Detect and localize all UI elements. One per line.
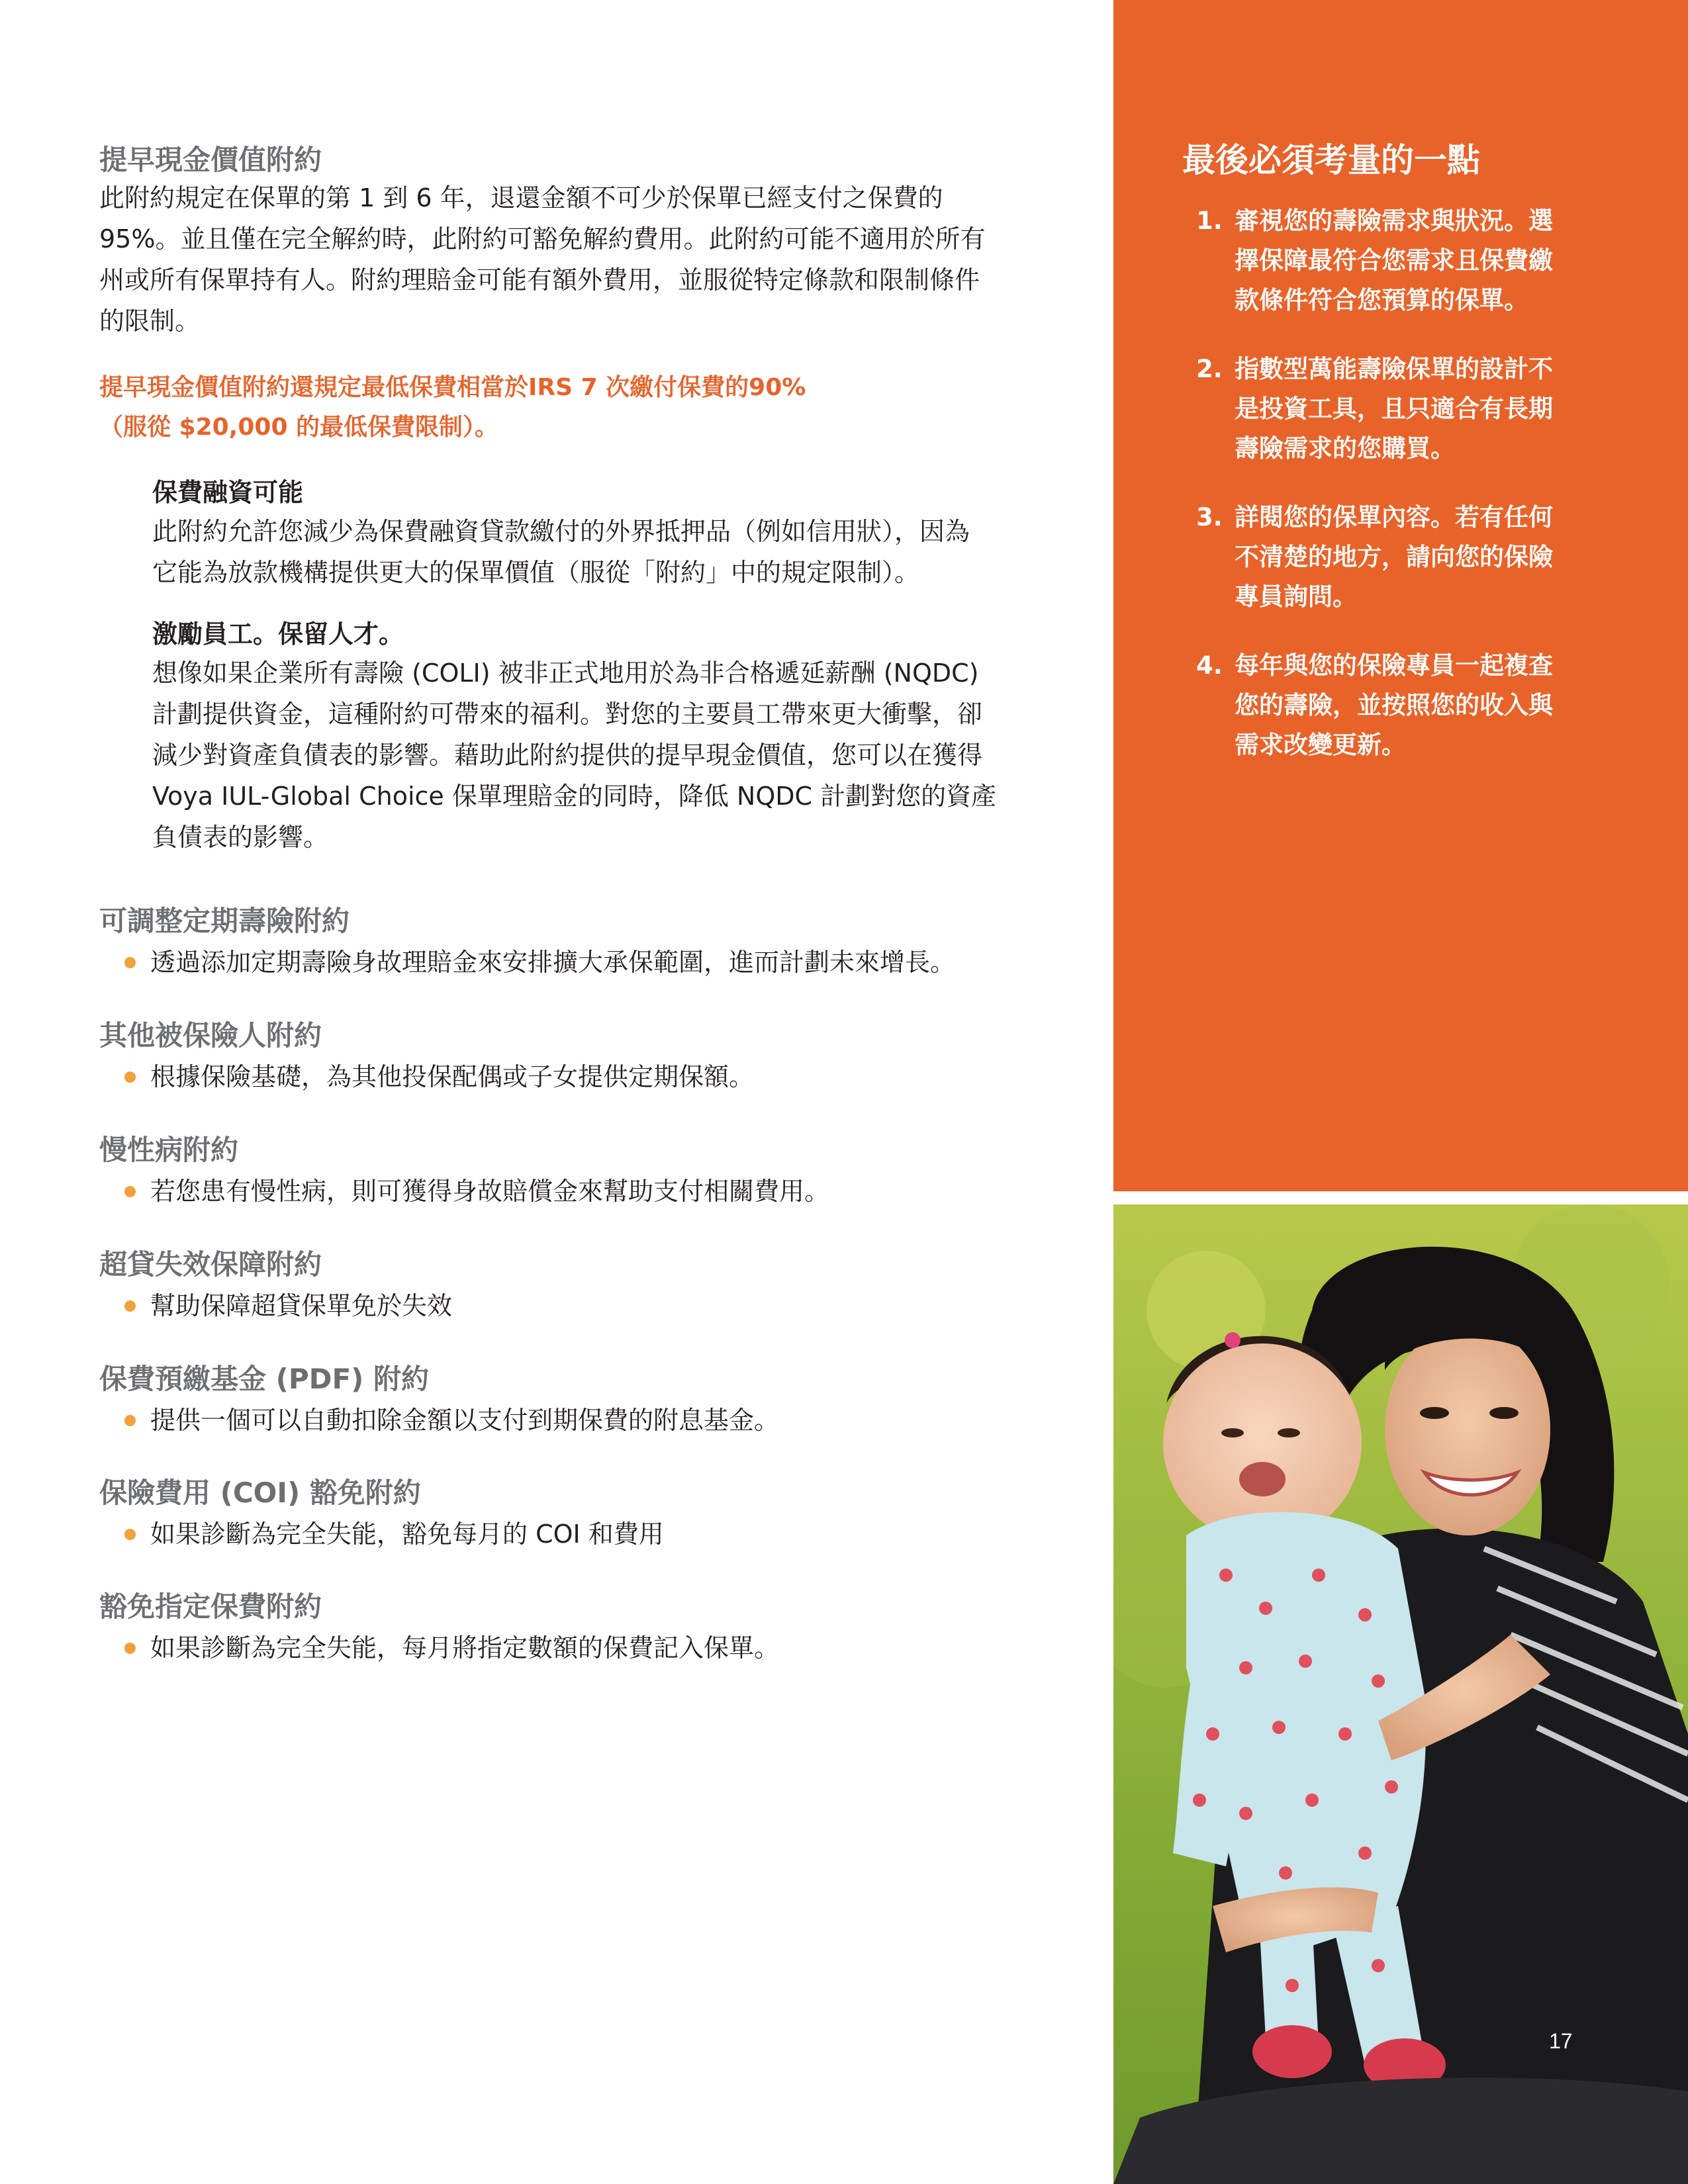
body-line: 它能為放款機構提供更大的保單價值（服從「附約」中的規定限制）。 xyxy=(152,558,920,587)
subsection-title: 保費融資可能 xyxy=(152,478,304,507)
body-line: 想像如果企業所有壽險 (COLI) 被非正式地用於為非合格遞延薪酬 (NQDC) xyxy=(152,659,979,688)
body-line: 負債表的影響。 xyxy=(152,823,329,852)
list-item xyxy=(1196,498,1660,617)
item-text xyxy=(1235,498,1660,617)
rider-title: 慢性病附約 xyxy=(99,1134,239,1166)
section-title: 提早現金價值附約 xyxy=(99,144,322,176)
rider-chronic-illness xyxy=(99,1132,829,1210)
body-line: 州或所有保單持有人。附約理賠金可能有額外費用，並服從特定條款和限制條件 xyxy=(99,265,980,295)
list-item xyxy=(1196,349,1660,469)
mother-baby-photo-illustration xyxy=(1113,1205,1688,2184)
highlight-line: （服從 $20,000 的最低保費限制）。 xyxy=(99,414,499,441)
list-item xyxy=(99,1516,664,1553)
sidebar-list xyxy=(1196,201,1660,794)
bullet-text: 透過添加定期壽險身故理賠金來安排擴大承保範圍，進而計劃未來增長。 xyxy=(150,948,956,977)
rider-other-insured xyxy=(99,1017,754,1095)
rider-title: 超貸失效保障附約 xyxy=(99,1248,322,1281)
bullet-text: 根據保險基礎，為其他投保配偶或子女提供定期保額。 xyxy=(150,1062,755,1091)
list-item xyxy=(99,1287,452,1324)
sidebar-title: 最後必須考量的一點 xyxy=(1182,141,1480,179)
item-line: 審視您的壽險需求與狀況。選 xyxy=(1235,206,1553,235)
bullet-dot-icon xyxy=(124,1300,136,1312)
rider-title: 保險費用 (COI) 豁免附約 xyxy=(99,1477,421,1509)
item-text xyxy=(1235,349,1660,469)
body-line: 95%。並且僅在完全解約時，此附約可豁免解約費用。此附約可能不適用於所有 xyxy=(99,224,986,253)
rider-overloan-protection xyxy=(99,1246,452,1324)
bullet-dot-icon xyxy=(124,1643,136,1654)
body-line: 計劃提供資金，這種附約可帶來的福利。對您的主要員工帶來更大衝擊，卻 xyxy=(152,700,983,729)
bullet-text: 幫助保障超貸保單免於失效 xyxy=(150,1291,453,1320)
item-number: 3. xyxy=(1196,503,1223,531)
early-cash-section xyxy=(99,142,322,179)
bullet-dot-icon xyxy=(124,1071,136,1083)
bullet-text: 如果診斷為完全失能，豁免每月的 COI 和費用 xyxy=(150,1520,664,1549)
bullet-text: 提供一個可以自動扣除金額以支付到期保費的附息基金。 xyxy=(150,1406,780,1435)
item-number: 1. xyxy=(1196,206,1223,235)
item-line: 擇保障最符合您需求且保費繳 xyxy=(1235,246,1553,275)
incentive-subsection xyxy=(152,615,1053,858)
rider-title: 豁免指定保費附約 xyxy=(99,1590,322,1623)
rider-title: 保費預繳基金 (PDF) 附約 xyxy=(99,1363,429,1395)
item-line: 您的壽險，並按照您的收入與 xyxy=(1235,691,1553,719)
item-line: 詳閱您的保單內容。若有任何 xyxy=(1235,503,1553,531)
list-item xyxy=(99,1402,779,1439)
item-line: 專員詢問。 xyxy=(1235,582,1357,611)
item-number: 2. xyxy=(1196,355,1223,383)
list-item xyxy=(99,944,955,981)
rider-title: 其他被保險人附約 xyxy=(99,1019,322,1052)
list-item xyxy=(1196,646,1660,765)
bullet-dot-icon xyxy=(124,1529,136,1540)
list-item xyxy=(1196,201,1660,320)
premium-financing-subsection xyxy=(152,474,1053,593)
sidebar-panel xyxy=(1113,0,1688,1191)
early-cash-body xyxy=(99,177,1053,341)
highlight-line: 提早現金價值附約還規定最低保費相當於IRS 7 次繳付保費的90% xyxy=(99,374,806,401)
item-text xyxy=(1235,201,1660,320)
rider-specified-premium-waiver xyxy=(99,1588,779,1666)
bullet-dot-icon xyxy=(124,1415,136,1426)
rider-pdf xyxy=(99,1361,779,1439)
item-line: 指數型萬能壽險保單的設計不 xyxy=(1235,355,1553,383)
body-line: 此附約允許您減少為保費融資貸款繳付的外界抵押品（例如信用狀），因為 xyxy=(152,517,970,546)
list-item xyxy=(99,1173,829,1210)
item-line: 每年與您的保險專員一起複查 xyxy=(1235,651,1553,680)
item-line: 需求改變更新。 xyxy=(1235,731,1406,759)
page-number: 17 xyxy=(1549,2029,1573,2053)
bullet-text: 若您患有慢性病，則可獲得身故賠償金來幫助支付相關費用。 xyxy=(150,1177,830,1206)
item-line: 款條件符合您預算的保單。 xyxy=(1235,286,1528,314)
rider-title: 可調整定期壽險附約 xyxy=(99,905,350,937)
rider-adjustable-term xyxy=(99,903,955,981)
item-number: 4. xyxy=(1196,651,1223,680)
bullet-text: 如果診斷為完全失能，每月將指定數額的保費記入保單。 xyxy=(150,1633,780,1662)
rider-coi-waiver xyxy=(99,1475,664,1553)
body-line: 此附約規定在保單的第 1 到 6 年，退還金額不可少於保單已經支付之保費的 xyxy=(99,183,943,212)
item-line: 壽險需求的您購買。 xyxy=(1235,434,1455,463)
body-line: Voya IUL-Global Choice 保單理賠金的同時，降低 NQDC 計劃對您的資產 xyxy=(152,782,997,811)
body-line: 減少對資產負債表的影響。藉助此附約提供的提早現金價值，您可以在獲得 xyxy=(152,741,983,770)
highlight-note xyxy=(99,368,1053,447)
list-item xyxy=(99,1058,754,1095)
item-line: 是投資工具，且只適合有長期 xyxy=(1235,394,1553,423)
item-text xyxy=(1235,646,1660,765)
body-line: 的限制。 xyxy=(99,306,201,336)
subsection-title: 激勵員工。保留人才。 xyxy=(152,619,404,649)
item-line: 不清楚的地方，請向您的保險 xyxy=(1235,543,1553,571)
bullet-dot-icon xyxy=(124,957,136,968)
bullet-dot-icon xyxy=(124,1186,136,1197)
list-item xyxy=(99,1629,779,1666)
family-photo xyxy=(1113,1205,1688,2184)
